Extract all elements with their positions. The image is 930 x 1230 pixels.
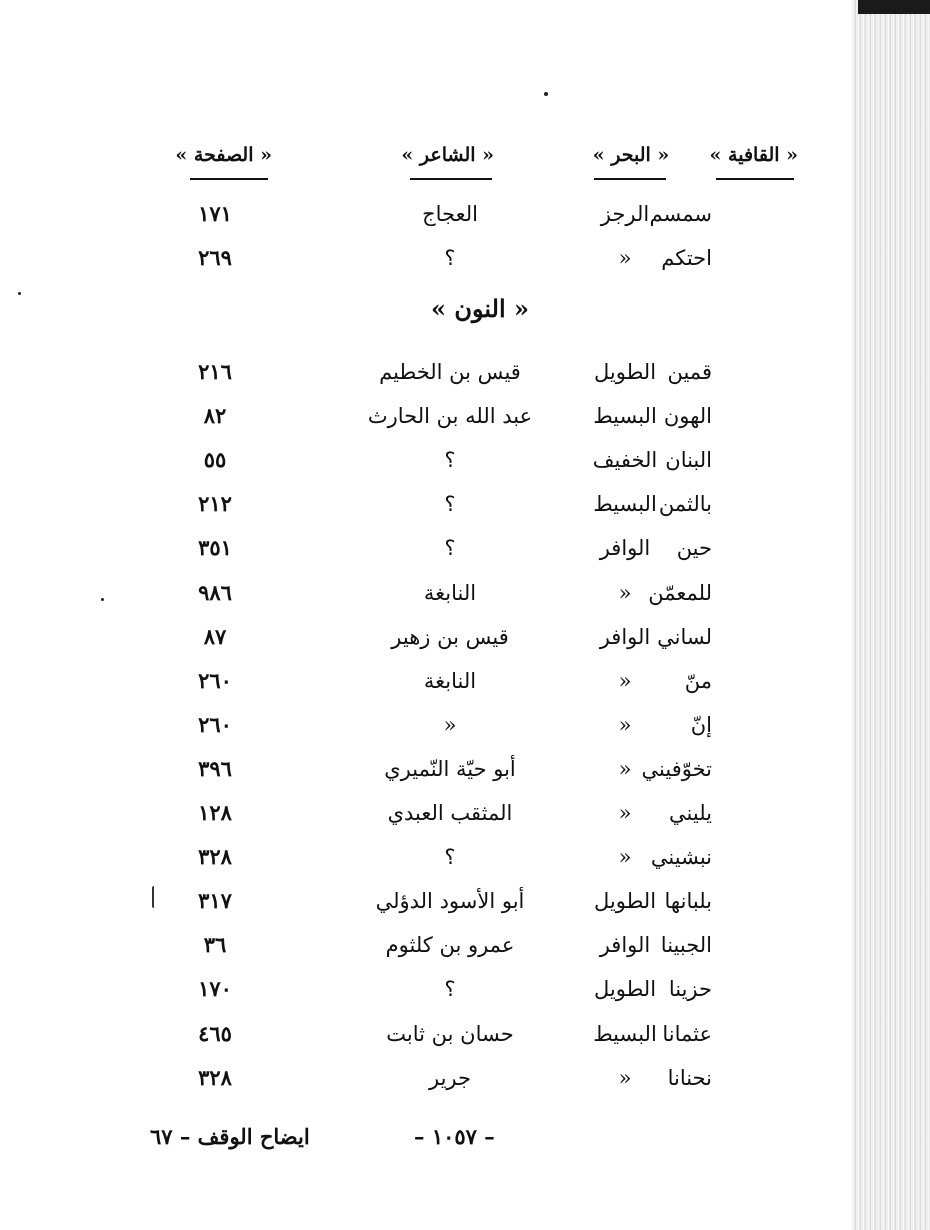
cell-bahr: الوافر bbox=[599, 536, 651, 561]
page-edge-shadow bbox=[852, 0, 930, 1230]
table-row bbox=[0, 793, 852, 833]
cell-bahr: الرجز bbox=[600, 202, 650, 226]
cell-qafia: سمسم bbox=[649, 202, 712, 226]
cell-poet: حسان بن ثابت bbox=[386, 1021, 514, 1046]
table-row bbox=[0, 1014, 852, 1054]
cell-poet: « bbox=[443, 712, 457, 737]
cell-qafia: للمعمّن bbox=[648, 580, 712, 605]
table-row bbox=[0, 661, 852, 701]
footer-page-number: – ١٠٥٧ – bbox=[414, 1124, 495, 1149]
ink-speck bbox=[18, 292, 21, 295]
table-row bbox=[0, 749, 852, 789]
table-row bbox=[0, 484, 852, 524]
header-underline bbox=[594, 178, 666, 180]
table-row bbox=[0, 352, 852, 392]
cell-bahr: الطويل bbox=[593, 889, 657, 914]
cell-qafia: نبشيني bbox=[650, 845, 712, 870]
cell-page: ٩٨٦ bbox=[198, 579, 232, 605]
header-qafia: « القافية » bbox=[709, 144, 798, 166]
header-underline bbox=[410, 178, 492, 180]
cell-poet: عمرو بن كلثوم bbox=[385, 933, 515, 958]
cell-page: ٢٦٩ bbox=[198, 245, 232, 270]
cell-bahr: البسيط bbox=[593, 1021, 657, 1046]
cell-poet: أبو حيّة النّميري bbox=[384, 756, 516, 781]
cell-bahr: البسيط bbox=[593, 492, 657, 517]
table-row bbox=[0, 881, 852, 921]
cell-page: ١٧١ bbox=[198, 201, 232, 226]
cell-qafia: احتكم bbox=[661, 246, 712, 270]
cell-bahr: الطويل bbox=[593, 977, 657, 1002]
cell-poet: ؟ bbox=[444, 977, 456, 1002]
table-row bbox=[0, 528, 852, 568]
cell-qafia: يليني bbox=[669, 801, 712, 825]
cell-bahr: « bbox=[618, 246, 632, 270]
cell-page: ٥٥ bbox=[203, 447, 227, 473]
header-bahr: « البحر » bbox=[592, 144, 670, 166]
header-underline bbox=[716, 178, 794, 180]
cell-bahr: « bbox=[618, 668, 632, 693]
cell-page: ٤٦٥ bbox=[198, 1020, 232, 1046]
cell-qafia: تخوّفيني bbox=[641, 756, 712, 781]
cell-bahr: « bbox=[618, 1065, 632, 1090]
page-edge-dark-corner bbox=[858, 0, 930, 14]
cell-qafia: منّ bbox=[684, 668, 712, 693]
cell-poet: ؟ bbox=[444, 246, 456, 270]
table-row bbox=[0, 617, 852, 657]
ink-speck bbox=[544, 92, 548, 96]
cell-qafia: بلبانها bbox=[664, 889, 712, 914]
cell-qafia: قمين bbox=[667, 360, 712, 384]
cell-bahr: الخفيف bbox=[592, 448, 658, 473]
cell-poet: جرير bbox=[429, 1065, 471, 1090]
cell-qafia: لساني bbox=[657, 624, 712, 649]
cell-bahr: « bbox=[618, 712, 632, 737]
cell-qafia: الجبينا bbox=[660, 933, 712, 958]
cell-qafia: نحنانا bbox=[667, 1065, 712, 1090]
table-row bbox=[0, 238, 852, 278]
cell-bahr: الطويل bbox=[593, 360, 657, 384]
cell-poet: النابغة bbox=[423, 668, 477, 693]
header-underline bbox=[190, 178, 268, 180]
cell-page: ١٧٠ bbox=[198, 976, 232, 1002]
cell-bahr: البسيط bbox=[593, 404, 657, 429]
bracket-mark bbox=[152, 886, 157, 908]
cell-page: ٣٩٦ bbox=[198, 755, 232, 781]
cell-qafia: حين bbox=[676, 536, 712, 561]
cell-page: ٨٧ bbox=[203, 623, 227, 649]
cell-bahr: « bbox=[618, 756, 632, 781]
cell-page: ٣١٧ bbox=[198, 888, 232, 914]
header-poet: « الشاعر » bbox=[401, 144, 494, 166]
table-row bbox=[0, 705, 852, 745]
section-title: « النون » bbox=[431, 294, 529, 323]
cell-page: ٢١٦ bbox=[198, 359, 232, 384]
cell-qafia: البنان bbox=[665, 448, 712, 473]
cell-page: ١٢٨ bbox=[198, 800, 232, 825]
cell-bahr: الوافر bbox=[599, 933, 651, 958]
cell-poet: ؟ bbox=[444, 845, 456, 870]
table-row bbox=[0, 1058, 852, 1098]
table-row bbox=[0, 573, 852, 613]
table-row bbox=[0, 969, 852, 1009]
footer-book-ref: ايضاح الوقف – ٦٧ bbox=[150, 1124, 310, 1149]
cell-bahr: الوافر bbox=[599, 624, 651, 649]
table-row bbox=[0, 837, 852, 877]
cell-poet: المثقب العبدي bbox=[387, 801, 513, 825]
cell-page: ٣٦ bbox=[203, 932, 227, 958]
cell-page: ٢٦٠ bbox=[198, 711, 232, 737]
cell-page: ٨٢ bbox=[203, 403, 227, 429]
cell-poet: ؟ bbox=[444, 536, 456, 561]
table-row bbox=[0, 194, 852, 234]
cell-qafia: بالثمن bbox=[658, 492, 712, 517]
cell-bahr: « bbox=[618, 845, 632, 870]
cell-page: ٢١٢ bbox=[198, 491, 232, 517]
cell-bahr: « bbox=[618, 801, 632, 825]
cell-qafia: عثمانا bbox=[662, 1021, 712, 1046]
cell-poet: عبد الله بن الحارث bbox=[367, 404, 533, 429]
cell-poet: ؟ bbox=[444, 448, 456, 473]
cell-bahr: « bbox=[618, 580, 632, 605]
cell-poet: ؟ bbox=[444, 492, 456, 517]
cell-qafia: إنّ bbox=[690, 712, 712, 737]
cell-page: ٢٦٠ bbox=[198, 667, 232, 693]
header-page: « الصفحة » bbox=[175, 144, 272, 166]
table-row bbox=[0, 925, 852, 965]
cell-page: ٣٢٨ bbox=[198, 844, 232, 870]
cell-poet: أبو الأسود الدؤلي bbox=[375, 889, 525, 914]
cell-poet: قيس بن زهير bbox=[391, 624, 509, 649]
table-row bbox=[0, 396, 852, 436]
cell-page: ٣٥١ bbox=[198, 535, 232, 561]
cell-poet: العجاج bbox=[422, 202, 478, 226]
table-row bbox=[0, 440, 852, 480]
cell-qafia: حزينا bbox=[668, 977, 712, 1002]
cell-page: ٣٢٨ bbox=[198, 1064, 232, 1090]
cell-poet: النابغة bbox=[423, 580, 477, 605]
cell-qafia: الهون bbox=[663, 404, 712, 429]
cell-poet: قيس بن الخطيم bbox=[379, 360, 521, 384]
